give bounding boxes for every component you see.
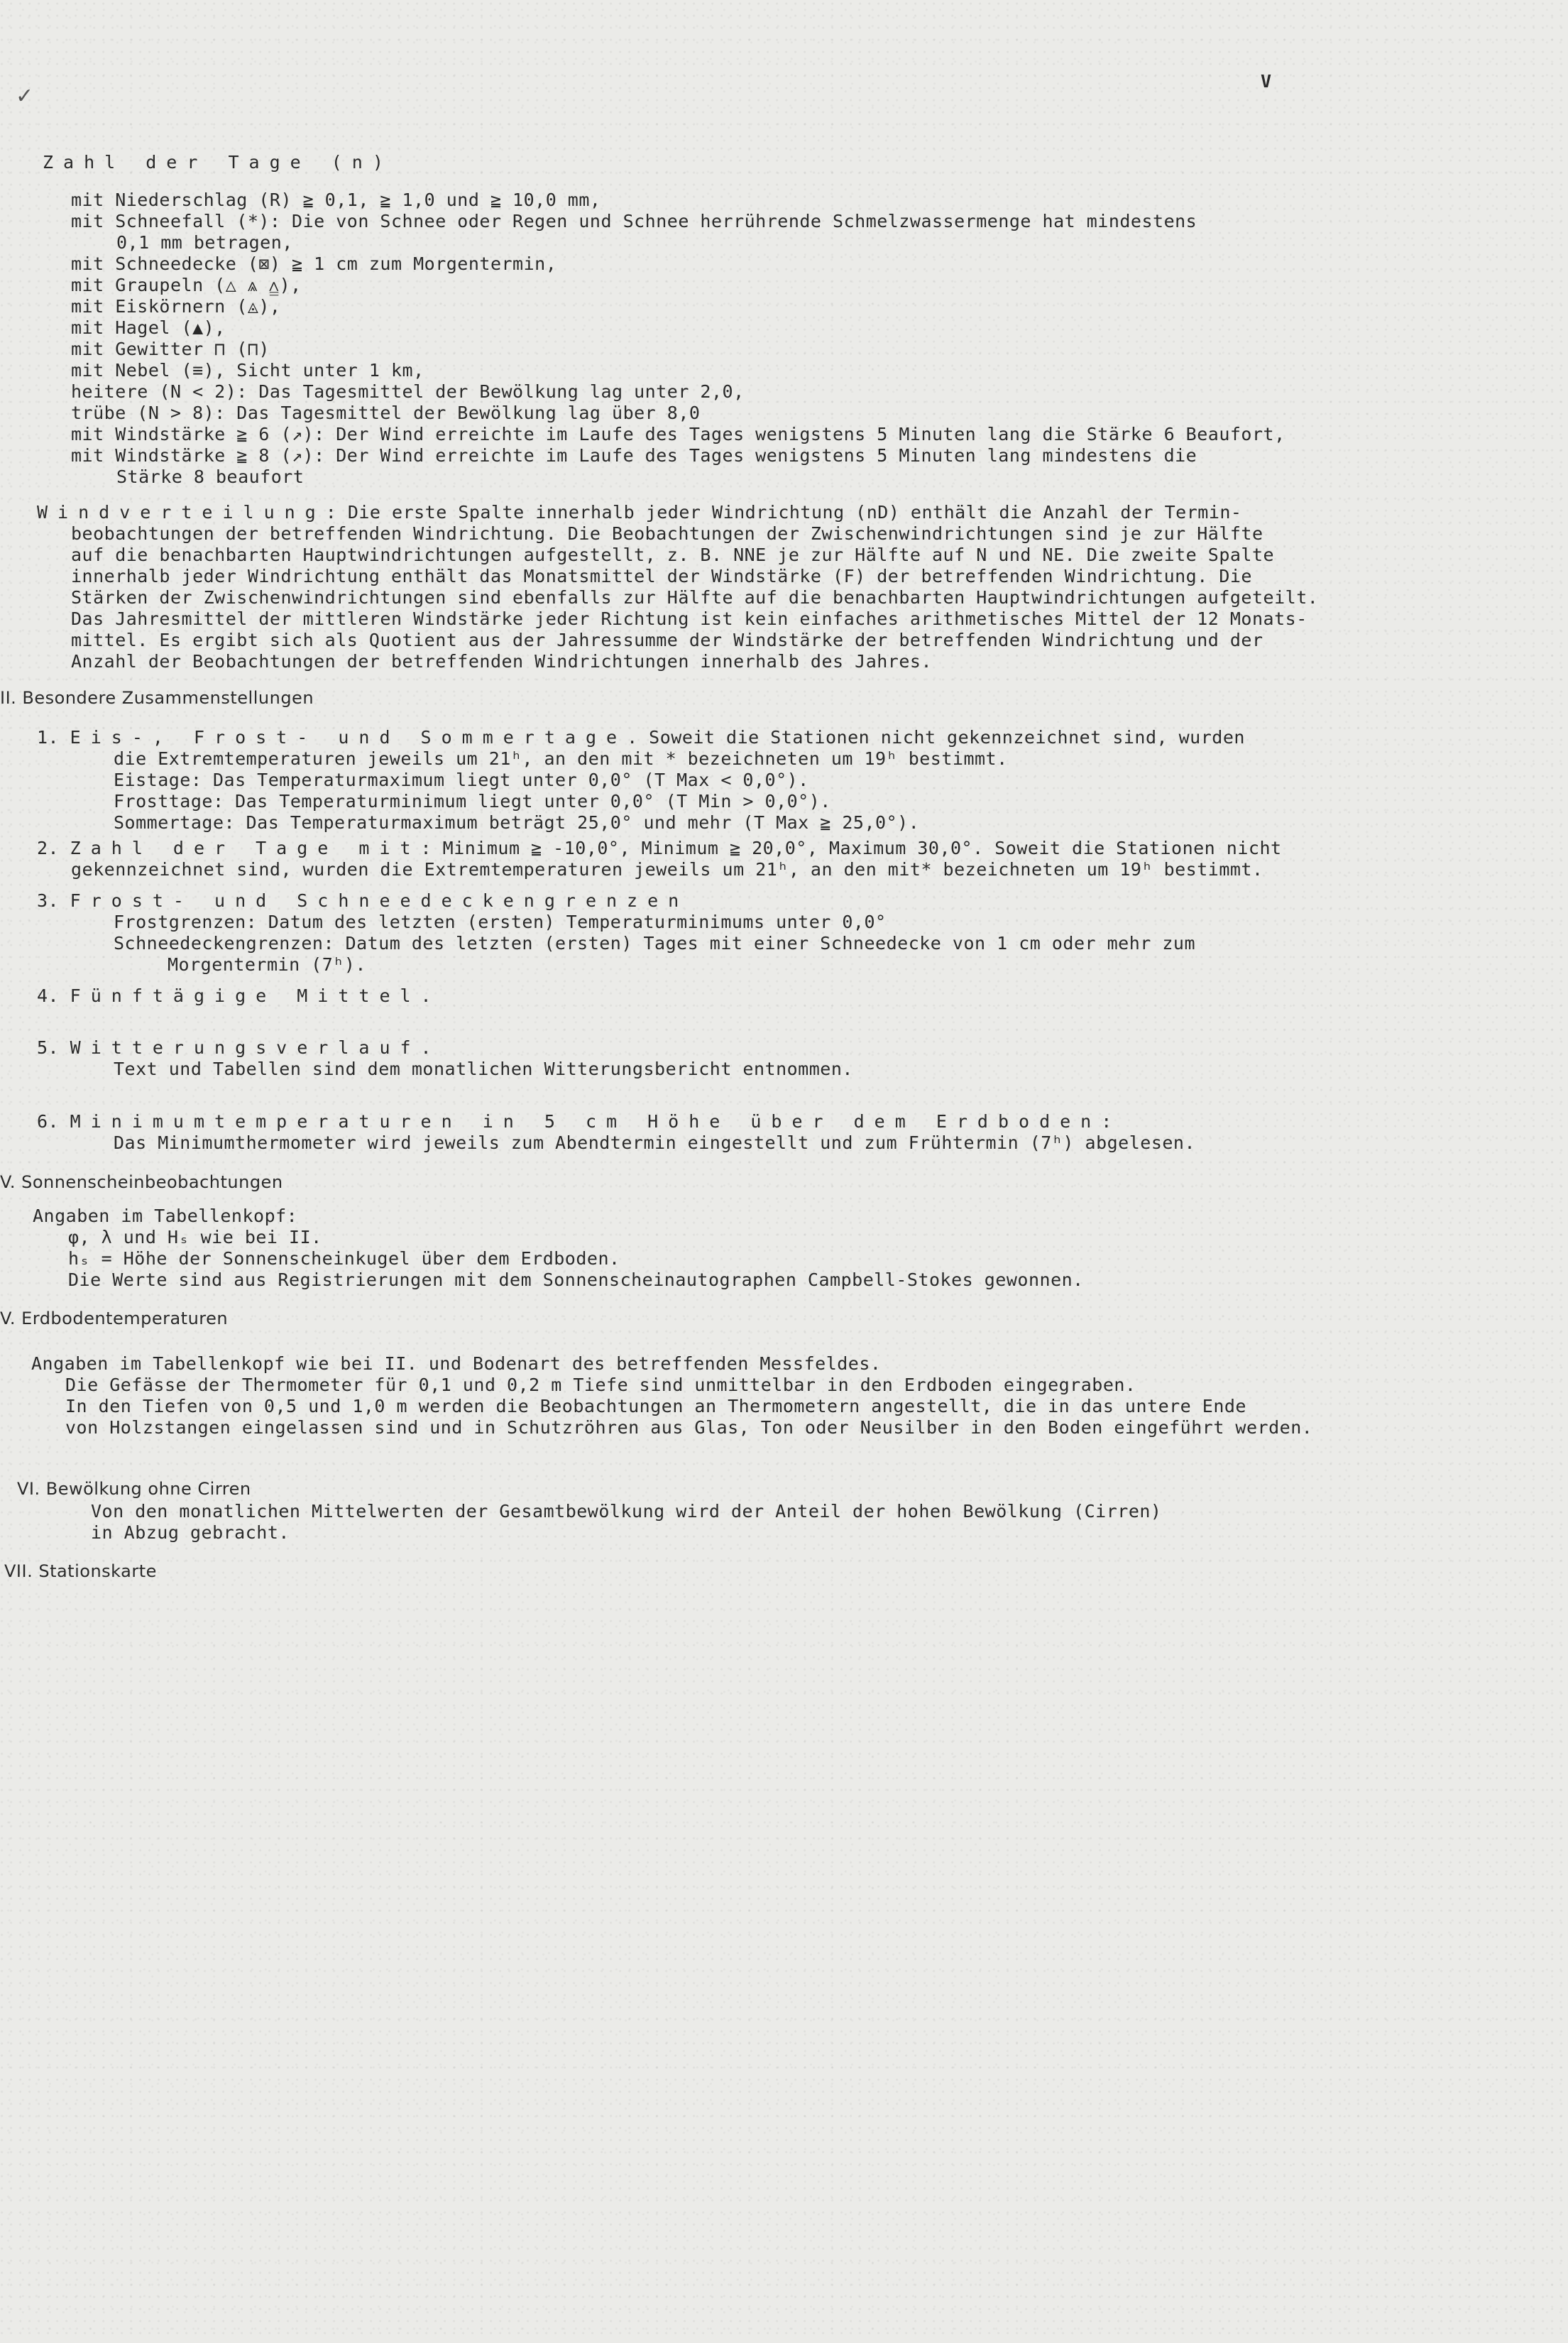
section-title: VI. Bewölkung ohne Cirren <box>17 1479 251 1499</box>
tage-item: mit Eiskörnern (◬), <box>71 296 281 317</box>
subsection-heading: Fünftägige Mittel. <box>70 985 442 1006</box>
tage-heading: Zahl der Tage (n) <box>43 152 393 173</box>
subsection-heading: Frost- und Schneedeckengrenzen <box>70 890 689 911</box>
subsection-line: Eistage: Das Temperaturmaximum liegt unter 0,0° (T Max < 0,0°). <box>114 770 809 790</box>
section-line: Angaben im Tabellenkopf wie bei II. und Bodenart des betreffenden Messfeldes. <box>31 1353 882 1374</box>
wind-line: : Die erste Spalte innerhalb jeder Windrichtung (nD) enthält die Anzahl der Termin- <box>325 502 1242 523</box>
tage-item: mit Hagel (▲), <box>71 317 226 338</box>
wind-line: Das Jahresmittel der mittleren Windstärke jeder Richtung ist kein einfaches arithmetisches Mittel der 12 Monats- <box>71 608 1307 629</box>
wind-heading: Windverteilung <box>37 502 326 523</box>
subsection-4-line <box>37 985 442 1007</box>
subsection-heading: Zahl der Tage mit <box>70 838 421 858</box>
section-line: Die Werte sind aus Registrierungen mit dem Sonnenscheinautographen Campbell-Stokes gewonnen. <box>68 1269 1084 1290</box>
subsection-line: Text und Tabellen sind dem monatlichen Witterungsbericht entnommen. <box>114 1059 853 1079</box>
tage-item: mit Graupeln (△ ⩓ ⩠), <box>71 275 302 295</box>
tage-item: mit Windstärke ≧ 6 (↗): Der Wind erreichte im Laufe des Tages wenigstens 5 Minuten lang die Stärke 6 Beaufort, <box>71 424 1285 444</box>
subsection-text: . Soweit die Stationen nicht gekennzeichnet sind, wurden <box>627 727 1245 748</box>
subsection-1-line <box>37 727 1245 748</box>
subsection-number: 3. <box>37 890 60 911</box>
subsection-line: gekennzeichnet sind, wurden die Extremtemperaturen jeweils um 21ʰ, an den mit* bezeichneten um 19ʰ bestimmt. <box>71 859 1263 880</box>
section-title: VII. Stationskarte <box>4 1561 157 1581</box>
subsection-line: Frostgrenzen: Datum des letzten (ersten) Temperaturminimums unter 0,0° <box>114 912 887 932</box>
section-line: Angaben im Tabellenkopf: <box>33 1206 298 1226</box>
tage-item: 0,1 mm betragen, <box>116 232 293 253</box>
page-number: V <box>1261 71 1272 92</box>
subsection-number: 5. <box>37 1037 60 1058</box>
subsection-number: 1. <box>37 727 60 748</box>
subsection-3-line <box>37 890 689 912</box>
subsection-line: Morgentermin (7ʰ). <box>168 954 366 975</box>
wind-line: beobachtungen der betreffenden Windrichtung. Die Beobachtungen der Zwischenwindrichtungen sind je zur Hälfte <box>71 523 1263 544</box>
section-line: von Holzstangen eingelassen sind und in Schutzröhren aus Glas, Ton oder Neusilber in den Boden eingeführt werden. <box>65 1417 1313 1438</box>
tage-item: mit Schneefall (*): Die von Schnee oder Regen und Schnee herrührende Schmelzwassermenge hat mindestens <box>71 211 1197 231</box>
section-line: Die Gefässe der Thermometer für 0,1 und 0,2 m Tiefe sind unmittelbar in den Erdboden eingegraben. <box>65 1375 1136 1395</box>
tage-item: mit Gewitter ⊓ (⊓) <box>71 339 270 359</box>
section-title: V. Erdbodentemperaturen <box>0 1309 229 1328</box>
subsection-line: die Extremtemperaturen jeweils um 21ʰ, an den mit * bezeichneten um 19ʰ bestimmt. <box>114 748 1008 769</box>
subsection-number: 2. <box>37 838 60 858</box>
wind-paragraph-first-line <box>37 502 1241 523</box>
tage-item: mit Windstärke ≧ 8 (↗): Der Wind erreichte im Laufe des Tages wenigstens 5 Minuten lang mindestens die <box>71 445 1197 466</box>
section-title: V. Sonnenscheinbeobachtungen <box>0 1172 283 1192</box>
subsection-2-line <box>37 838 1282 859</box>
wind-line: Stärken der Zwischenwindrichtungen sind ebenfalls zur Hälfte auf die benachbarten Hauptwindrichtungen aufgeteilt. <box>71 587 1319 608</box>
tage-item: mit Schneedecke (⊠) ≧ 1 cm zum Morgentermin, <box>71 253 557 274</box>
checkmark-annotation: ✓ <box>16 84 34 109</box>
section-title: II. Besondere Zusammenstellungen <box>0 688 314 708</box>
subsection-number: 6. <box>37 1111 60 1132</box>
subsection-text: : Minimum ≧ -10,0°, Minimum ≧ 20,0°, Maximum 30,0°. Soweit die Stationen nicht <box>420 838 1282 858</box>
section-line: hₛ = Höhe der Sonnenscheinkugel über dem Erdboden. <box>68 1248 620 1269</box>
section-line: in Abzug gebracht. <box>91 1522 290 1543</box>
tage-item: mit Nebel (≡), Sicht unter 1 km, <box>71 360 424 381</box>
wind-line: auf die benachbarten Hauptwindrichtungen aufgestellt, z. B. NNE je zur Hälfte auf N und NE. Die zweite Spalte <box>71 545 1275 565</box>
tage-item: trübe (N > 8): Das Tagesmittel der Bewölkung lag über 8,0 <box>71 403 701 423</box>
wind-line: innerhalb jeder Windrichtung enthält das Monatsmittel der Windstärke (F) der betreffenden Windrichtung. Die <box>71 566 1252 586</box>
subsection-number: 4. <box>37 985 60 1006</box>
section-line: Von den monatlichen Mittelwerten der Gesamtbewölkung wird der Anteil der hohen Bewölkung (Cirren) <box>91 1501 1162 1522</box>
subsection-line: Frosttage: Das Temperaturminimum liegt unter 0,0° (T Min > 0,0°). <box>114 791 831 812</box>
subsection-5-line <box>37 1037 442 1059</box>
tage-item: heitere (N < 2): Das Tagesmittel der Bewölkung lag unter 2,0, <box>71 381 745 402</box>
tage-item: Stärke 8 beaufort <box>116 466 305 487</box>
subsection-line: Sommertage: Das Temperaturmaximum beträgt 25,0° und mehr (T Max ≧ 25,0°). <box>114 812 920 833</box>
section-line: φ, λ und Hₛ wie bei II. <box>68 1227 322 1247</box>
subsection-line: Schneedeckengrenzen: Datum des letzten (ersten) Tages mit einer Schneedecke von 1 cm oder mehr zum <box>114 933 1196 954</box>
subsection-heading: Witterungsverlauf. <box>70 1037 442 1058</box>
subsection-heading: Minimumtemperaturen in 5 cm Höhe über dem Erdboden: <box>70 1111 1122 1132</box>
wind-line: Anzahl der Beobachtungen der betreffenden Windrichtungen innerhalb des Jahres. <box>71 651 932 672</box>
wind-line: mittel. Es ergibt sich als Quotient aus der Jahressumme der Windstärke der betreffenden Windrichtung und der <box>71 630 1263 650</box>
subsection-6-line <box>37 1111 1122 1132</box>
subsection-heading: Eis-, Frost- und Sommertage <box>70 727 627 748</box>
subsection-line: Das Minimumthermometer wird jeweils zum Abendtermin eingestellt und zum Frühtermin (7ʰ) abgelesen. <box>114 1132 1196 1153</box>
section-line: In den Tiefen von 0,5 und 1,0 m werden die Beobachtungen an Thermometern angestellt, die in das untere Ende <box>65 1396 1246 1416</box>
tage-item: mit Niederschlag (R) ≧ 0,1, ≧ 1,0 und ≧ 10,0 mm, <box>71 190 601 210</box>
